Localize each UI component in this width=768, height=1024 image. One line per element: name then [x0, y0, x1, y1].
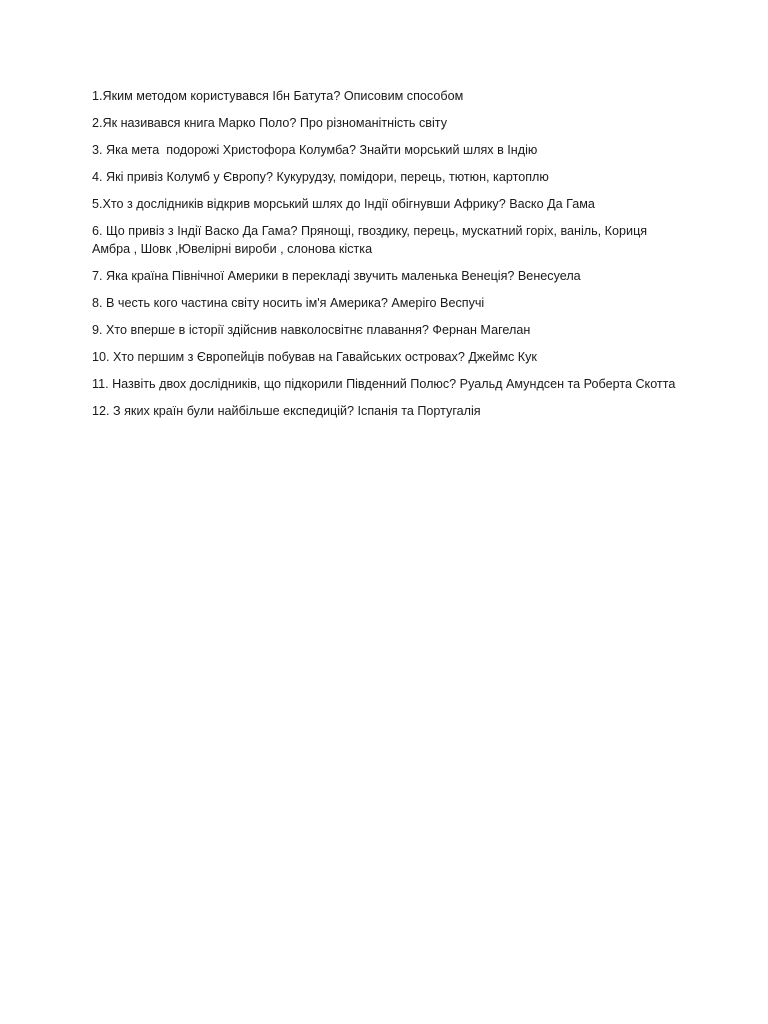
question-item-11: 11. Назвіть двох дослідників, що підкорили Південний Полюс? Руальд Амундсен та Роберта Скотта	[92, 377, 676, 391]
question-item-4: 4. Які привіз Колумб у Європу? Кукурудзу, помідори, перець, тютюн, картоплю	[92, 170, 549, 184]
question-item-12: 12. З яких країн були найбільше експедицій? Іспанія та Португалія	[92, 404, 481, 418]
question-item-9: 9. Хто вперше в історії здійснив навколосвітнє плавання? Фернан Магелан	[92, 323, 531, 337]
question-item-8: 8. В честь кого частина світу носить ім'я Америка? Амеріго Веспучі	[92, 296, 485, 310]
question-item-7: 7. Яка країна Північної Америки в перекладі звучить маленька Венеція? Венесуела	[92, 269, 581, 283]
question-item-5: 5.Хто з дослідників відкрив морський шлях до Індії обігнувши Африку? Васко Да Гама	[92, 197, 595, 211]
question-item-10: 10. Хто першим з Європейців побував на Гавайських островах? Джеймс Кук	[92, 350, 537, 364]
question-answer-list	[92, 87, 682, 429]
question-item-3: 3. Яка мета подорожі Христофора Колумба? Знайти морський шлях в Індію	[92, 143, 538, 157]
question-item-6: 6. Що привіз з Індії Васко Да Гама? Прянощі, гвоздику, перець, мускатний горіх, ваніль, Кориця Амбра , Шовк ,Ювелірні вироби , слонова кістка	[92, 224, 651, 256]
question-item-1: 1.Яким методом користувався Ібн Батута? Описовим способом	[92, 89, 464, 103]
question-item-2: 2.Як називався книга Марко Поло? Про різноманітність світу	[92, 116, 447, 130]
